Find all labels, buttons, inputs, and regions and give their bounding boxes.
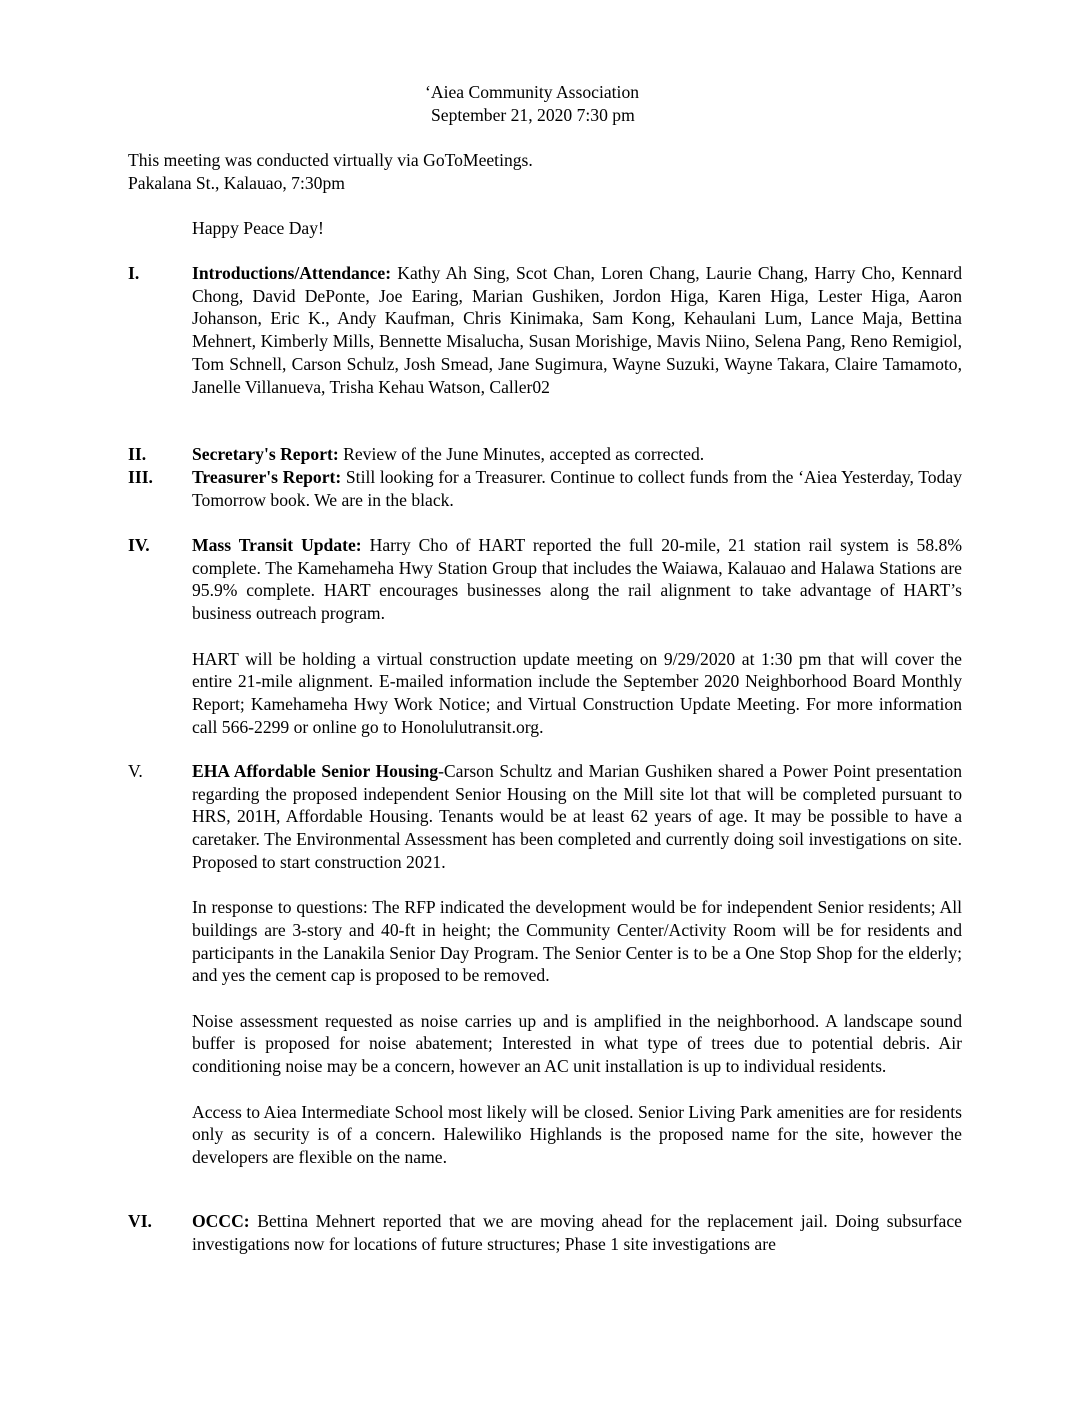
- section-paragraph: Access to Aiea Intermediate School most likely will be closed. Senior Living Park amenities are for residents only as security is of a concern. Halewiliko Highlands is the proposed name for the site, however the developers are flexible on the name.: [192, 1101, 962, 1167]
- section-mass-transit: [128, 534, 962, 738]
- section-body: [192, 466, 962, 511]
- section-heading: OCCC:: [192, 1211, 250, 1231]
- section-heading: Mass Transit Update:: [192, 535, 362, 555]
- section-paragraph: HART will be holding a virtual construction update meeting on 9/29/2020 at 1:30 pm that will cover the entire 21-mile alignment. E-mailed information include the September 2020 Neighborhood Board Monthly Report; Kamehameha Hwy Work Notice; and Virtual Construction Update Meeting. For more information call 566-2299 or online go to Honolulutransit.org.: [192, 648, 962, 737]
- section-number: VI.: [128, 1211, 152, 1231]
- greeting: Happy Peace Day!: [192, 218, 324, 238]
- section-body: [192, 1210, 962, 1255]
- document-header: [128, 81, 962, 126]
- section-text: Kathy Ah Sing, Scot Chan, Loren Chang, Laurie Chang, Harry Cho, Kennard Chong, David DePonte, Joe Earing, Marian Gushiken, Jordon Higa, Karen Higa, Lester Higa, Aaron Johanson, Eric K., Andy Kaufman, Chris Kinimaka, Sam Kong, Kehaulani Lum, Lance Maja, Bettina Mehnert, Kimberly Mills, Bennette Misalucha, Susan Morishige, Mavis Niino, Selena Pang, Reno Remigiol, Tom Schnell, Carson Schulz, Josh Smead, Jane Sugimura, Wayne Suzuki, Wayne Takara, Claire Tamamoto, Janelle Villanueva, Trisha Kehau Watson, Caller02: [192, 263, 962, 397]
- meeting-date: September 21, 2020 7:30 pm: [431, 104, 635, 125]
- section-text: -Carson Schultz and Marian Gushiken shared a Power Point presentation regarding the proposed independent Senior Housing on the Mill site lot that will be completed pursuant to HRS, 201H, Affordable Housing. Tenants would be at least 62 years of age. It may be possible to have a caretaker. The Environmental Assessment has been completed and currently doing soil investigations on site. Proposed to start construction 2021.: [192, 761, 962, 872]
- section-heading: Introductions/Attendance:: [192, 263, 392, 283]
- section-number: V.: [128, 761, 143, 781]
- section-body: [192, 443, 962, 466]
- section-number: II.: [128, 444, 147, 464]
- section-attendance: [128, 262, 962, 398]
- section-body: [192, 760, 962, 1169]
- section-number: IV.: [128, 535, 150, 555]
- intro-line-1: This meeting was conducted virtually via GoToMeetings.: [128, 150, 533, 170]
- section-text: Harry Cho of HART reported the full 20-mile, 21 station rail system is 58.8% complete. The Kamehameha Hwy Station Group that includes the Waiawa, Kalauao and Halawa Stations are 95.9% complete. HART encourages businesses along the rail alignment to take advantage of HART’s business outreach program.: [192, 535, 962, 624]
- section-text: Still looking for a Treasurer. Continue to collect funds from the ‘Aiea Yesterday, Today Tomorrow book. We are in the black.: [192, 467, 962, 510]
- section-treasurer-report: [128, 466, 962, 511]
- section-heading: EHA Affordable Senior Housing: [192, 761, 439, 781]
- section-text: Bettina Mehnert reported that we are moving ahead for the replacement jail. Doing subsurface investigations now for locations of future structures; Phase 1 site investigations are: [192, 1211, 962, 1254]
- section-heading: Treasurer's Report:: [192, 467, 342, 487]
- section-heading: Secretary's Report:: [192, 444, 339, 464]
- section-secretary-report: [128, 443, 962, 466]
- org-name: ‘Aiea Community Association: [425, 82, 640, 102]
- intro-block: [128, 149, 962, 194]
- section-paragraph: In response to questions: The RFP indicated the development would be for independent Senior residents; All buildings are 3-story and 40-ft in height; the Community Center/Activity Room will be for residents and participants in the Lanakila Senior Day Program. The Senior Center is to be a One Stop Shop for the elderly; and yes the cement cap is proposed to be removed.: [192, 897, 962, 986]
- section-body: [192, 534, 962, 738]
- section-number: I.: [128, 263, 140, 283]
- section-text: Review of the June Minutes, accepted as corrected.: [338, 444, 705, 464]
- section-body: [192, 262, 962, 398]
- section-senior-housing: [128, 760, 962, 1169]
- intro-line-2: Pakalana St., Kalauao, 7:30pm: [128, 172, 345, 193]
- section-paragraph: Noise assessment requested as noise carries up and is amplified in the neighborhood. A landscape sound buffer is proposed for noise abatement; Interested in what type of trees due to potential debris. Air conditioning noise may be a concern, however an AC unit installation is up to individual residents.: [192, 1010, 962, 1077]
- section-occc: [128, 1210, 962, 1255]
- section-number: III.: [128, 467, 153, 487]
